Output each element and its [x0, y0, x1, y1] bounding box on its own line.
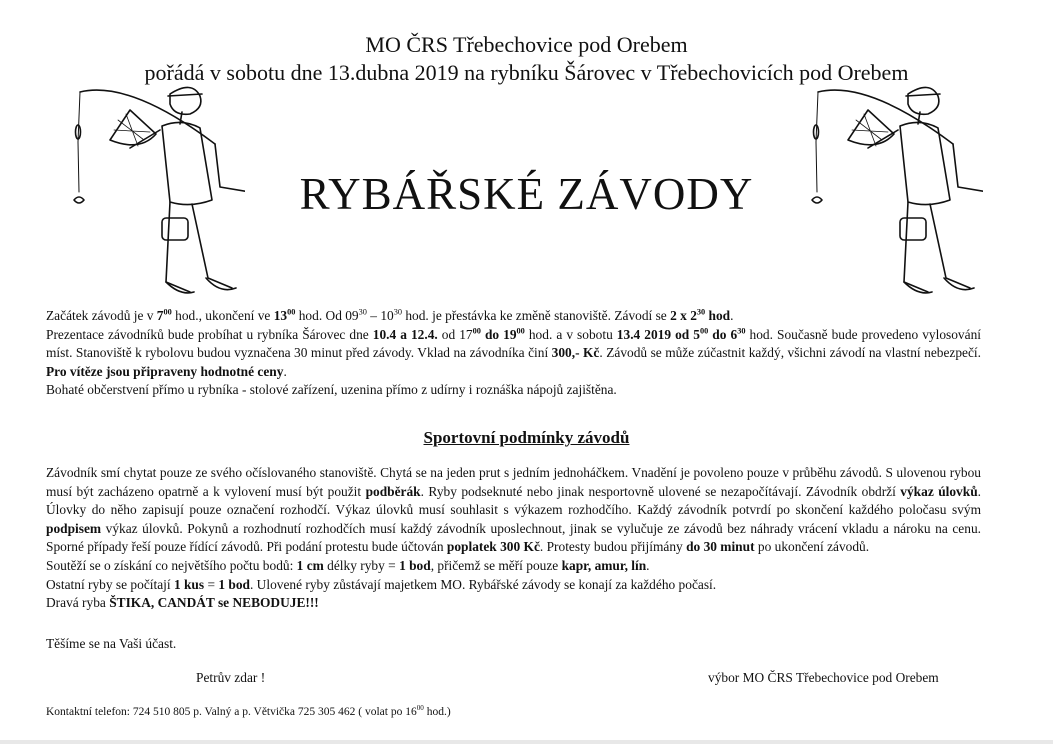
intro-paragraph-refreshments: Bohaté občerstvení přímo u rybníka - stolové zařízení, uzenina přímo z udírny i roznáška nápojů zajištěna.: [46, 382, 617, 398]
intro-section: [46, 307, 981, 400]
intro-paragraph-registration: Prezentace závodníků bude probíhat u rybníka Šárovec dne 10.4 a 12.4. od $17^{00}$ do $19^{00}$ hod. a v sobotu 13.4 2019 od $5^{00}$ do $6^{30}$ hod. Současně bude provedeno vylosování míst. Stanoviště k rybolovu budou vyznačena 30 minut před závody. Vklad na závodníka činí 300,- Kč. Závodů se může zúčastnit každý, všichni závodí na vlastní nebezpečí. Pro vítěze jsou připraveny hodnotné ceny.: [46, 326, 981, 379]
rules-heading: Sportovní podmínky závodů: [423, 428, 630, 447]
org-heading: MO ČRS Třebechovice pod Orebem: [365, 32, 688, 57]
event-heading: pořádá v sobotu dne 13.dubna 2019 na rybníku Šárovec v Třebechovicích pod Orebem: [144, 60, 909, 85]
rules-paragraph-predators: Dravá ryba ŠTIKA, CANDÁT se NEBODUJE!!!: [46, 595, 319, 611]
contact-line: Kontaktní telefon: 724 510 805 p. Valný a p. Větvička 725 305 462 ( volat po $16^{00}$ hod.): [46, 704, 451, 718]
rules-paragraph-scoring: Soutěží se o získání co největšího počtu bodů: 1 cm délky ryby = 1 bod, přičemž se měří pouze kapr, amur, lín.: [46, 557, 650, 573]
page-edge-divider: [0, 740, 1053, 744]
rules-paragraph-other-fish: Ostatní ryby se počítají 1 kus = 1 bod. Ulovené ryby zůstávají majetkem MO. Rybářské závody se konají za každého počasí.: [46, 576, 717, 592]
greeting: Těšíme se na Vaši účast.: [46, 636, 177, 651]
signoff-right: výbor MO ČRS Třebechovice pod Orebem: [708, 670, 939, 685]
rules-section: [46, 464, 981, 613]
rules-paragraph-conduct: Závodník smí chytat pouze ze svého očíslovaného stanoviště. Chytá se na jeden prut s jedním jednoháčkem. Vnadění je povoleno pouze v průběhu závodů. S ulovenou rybou musí být zacházeno opatrně a k vylovení musí být použit podběrák. Ryby podseknuté nebo jinak nesportovně ulovené se nezapočítávají. Závodník obdrží výkaz úlovků. Úlovky do něho zapisují pouze označení rozhodčí. Výkaz úlovků musí souhlasit s výkazem rozhodčího. Každý závodník potvrdí po skončení každého poločasu svým podpisem výkaz úlovků. Pokynů a rozhodnutí rozhodčích musí každý závodník uposlechnout, jinak se vylučuje ze závodů bez náhrady vrácení vkladu a nároku na cenu. Sporné případy řeší pouze řídící závodů. Při podání protestu bude účtován poplatek 300 Kč. Protesty budou přijímány do 30 minut po ukončení závodů.: [46, 465, 982, 555]
intro-paragraph-schedule: Začátek závodů je v $7^{00}$ hod., ukončení ve $13^{00}$ hod. Od $09^{30} - 10^{30}$ hod. je přestávka ke změně stanoviště. Závodí se 2 x $2^{30}$ hod.: [46, 307, 734, 323]
signoff-left: Petrův zdar !: [196, 670, 266, 685]
page-title: RYBÁŘSKÉ ZÁVODY: [299, 169, 754, 219]
